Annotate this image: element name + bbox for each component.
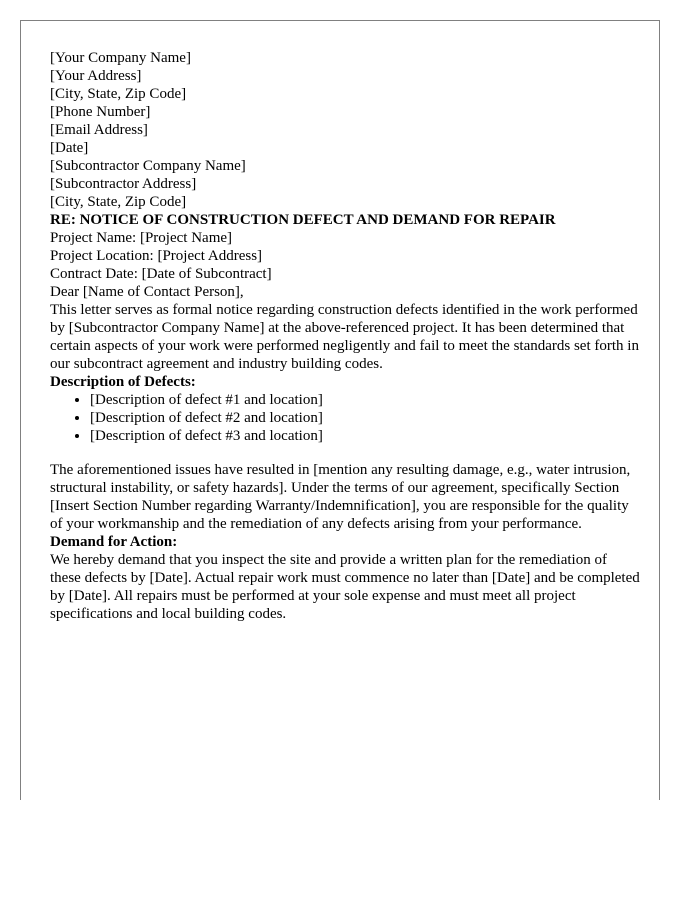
recipient-address: [Subcontractor Address] bbox=[50, 176, 197, 192]
defect-item: • [Description of defect #1 and location] bbox=[90, 391, 640, 409]
letter-content bbox=[50, 49, 640, 623]
defect-item: • [Description of defect #3 and location] bbox=[90, 427, 640, 445]
defect-item: • [Description of defect #2 and location] bbox=[90, 409, 640, 427]
sender-phone: [Phone Number] bbox=[50, 104, 151, 120]
sender-city-state-zip: [City, State, Zip Code] bbox=[50, 86, 187, 102]
sender-address: [Your Address] bbox=[50, 68, 142, 84]
salutation: Dear [Name of Contact Person], bbox=[50, 284, 244, 300]
consequence-paragraph: The aforementioned issues have resulted in [mention any resulting damage, e.g., water intrusion, structural instability, or safety hazards]. Under the terms of our agreement, specifically Section [Insert Section Number regarding Warranty/Indemnification], you are responsible for the quality of your workmanship and the remediation of any defects arising from your performance. bbox=[50, 462, 631, 532]
project-name: Project Name: [Project Name] bbox=[50, 230, 233, 246]
letter-page bbox=[20, 20, 660, 800]
letter-date: [Date] bbox=[50, 140, 89, 156]
sender-email: [Email Address] bbox=[50, 122, 148, 138]
subject-heading: RE: NOTICE OF CONSTRUCTION DEFECT AND DEMAND FOR REPAIR bbox=[50, 212, 556, 228]
defects-heading: Description of Defects: bbox=[50, 374, 196, 390]
demand-paragraph: We hereby demand that you inspect the site and provide a written plan for the remediation of these defects by [Date]. Actual repair work must commence no later than [Date] and be completed by [Date]. All repairs must be performed at your sole expense and must meet all project specifications and local building codes. bbox=[50, 552, 640, 622]
contract-date: Contract Date: [Date of Subcontract] bbox=[50, 266, 272, 282]
project-location: Project Location: [Project Address] bbox=[50, 248, 263, 264]
recipient-block bbox=[50, 157, 640, 211]
defects-list bbox=[50, 391, 640, 445]
sender-company: [Your Company Name] bbox=[50, 50, 191, 66]
sender-block bbox=[50, 49, 640, 139]
recipient-city-state-zip: [City, State, Zip Code] bbox=[50, 194, 187, 210]
subject-block bbox=[50, 211, 640, 283]
recipient-company: [Subcontractor Company Name] bbox=[50, 158, 246, 174]
demand-heading: Demand for Action: bbox=[50, 534, 178, 550]
intro-paragraph: This letter serves as formal notice regarding construction defects identified in the work performed by [Subcontractor Company Name] at the above-referenced project. It has been determined that certain aspects of your work were performed negligently and fail to meet the standards set forth in our subcontract agreement and industry building codes. bbox=[50, 302, 639, 372]
